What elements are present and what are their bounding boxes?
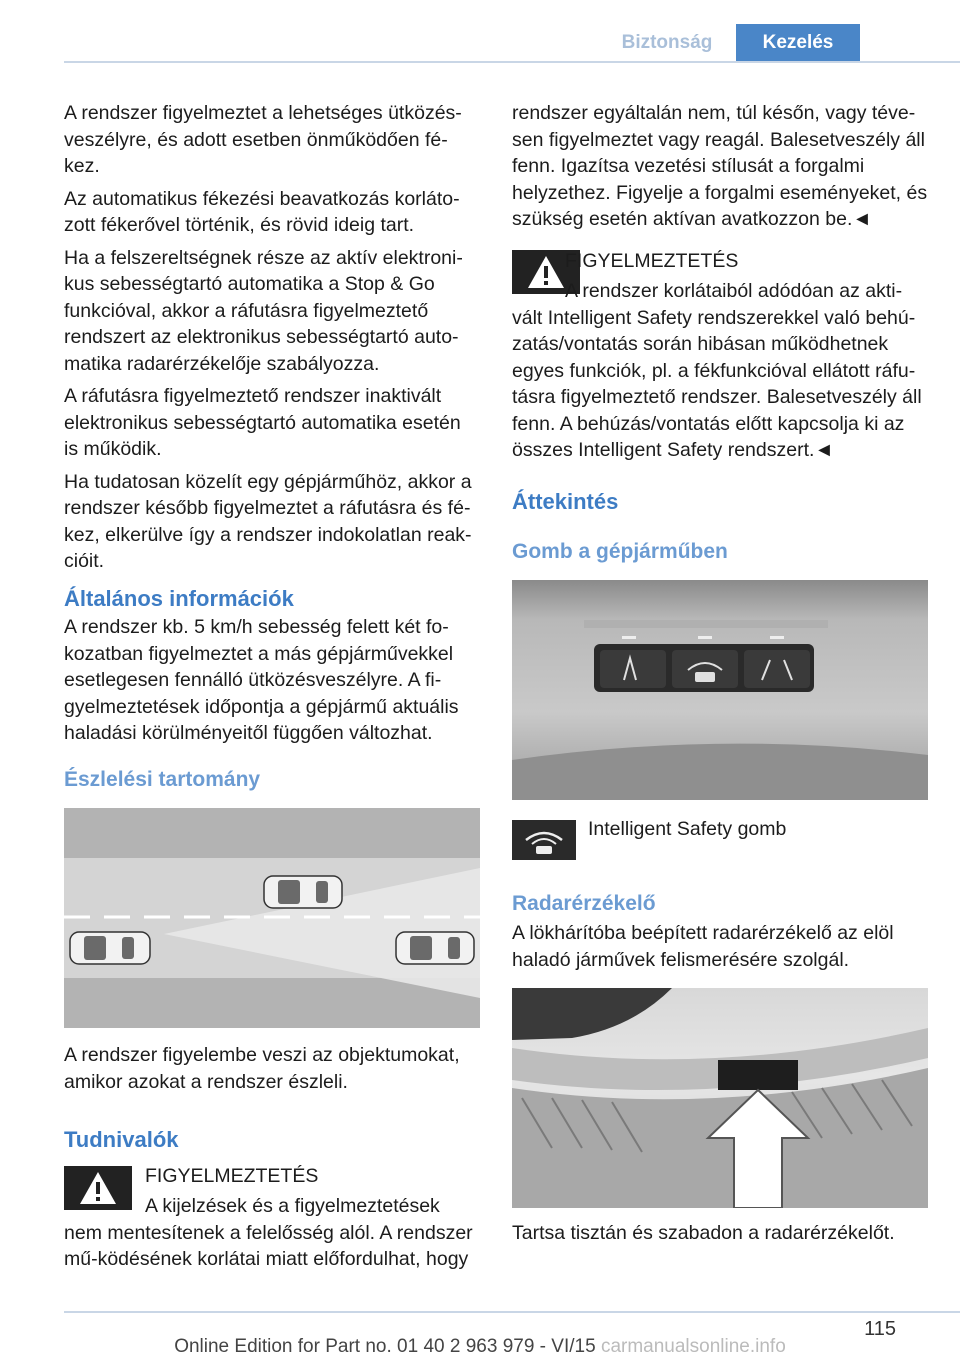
paragraph: A rendszer kb. 5 km/h sebesség felett két fo-kozatban figyelmeztet a más gépjárművekkel esetlegesen fennálló ütközésveszélyre. A fi-gyelmeztetések időpontja a gépjármű aktuális haladási körülményeitől függően változhat.: [64, 616, 459, 744]
page-number: 115: [864, 1318, 896, 1340]
paragraph: A rendszer figyelmeztet a lehetséges ütközés-veszélyre, és adott esetben önműködően fé-kez.: [64, 102, 462, 177]
heading-overview: Áttekintés: [512, 489, 619, 514]
intelligent-safety-icon: [512, 820, 576, 860]
tab-kezeles[interactable]: Kezelés: [736, 24, 860, 62]
pedestrian-button: [600, 650, 666, 688]
paragraph: Ha a felszereltségnek része az aktív elektroni-kus sebességtartó automatika a Stop & Go funkcióval, akkor a ráfutásra figyelmeztető rendszert az elektronikus sebességtartó auto-matika radarérzékelője szabályozza.: [64, 246, 463, 375]
warning-title: FIGYELMEZTETÉS: [565, 250, 739, 272]
header-divider: [64, 61, 960, 63]
heading-notes: Tudnivalók: [64, 1127, 179, 1152]
heading-detection-range: Észlelési tartomány: [64, 768, 261, 791]
heading-button-in-vehicle: Gomb a gépjárműben: [512, 540, 728, 563]
heading-radar-sensor: Radarérzékelő: [512, 892, 656, 915]
icon-caption: Intelligent Safety gomb: [588, 818, 787, 840]
warning-text: A kijelzések és a figyelmeztetések nem mentesítenek a felelősség alól. A rendszer mű-ködésének korlátai miatt előfordulhat, hogy: [64, 1195, 473, 1270]
radar-sensor-photo: [512, 988, 928, 1208]
road-diagram: [64, 808, 480, 1028]
car-ahead-icon: [396, 932, 474, 964]
lane-button: [744, 650, 810, 688]
figure-caption: Tartsa tisztán és szabadon a radarérzékelőt.: [512, 1222, 895, 1244]
warning-title: FIGYELMEZTETÉS: [145, 1165, 319, 1187]
warning-text: A rendszer korlátaiból adódóan az akti-vált Intelligent Safety rendszerekkel való behú-zatás/vontatás során hibásan működhetnek egyes funkciók, pl. a fékfunkcióval ellátott ráfu-tásra figyelmeztető rendszer. Balesetveszély áll fenn. A behúzás/vontatás előtt kapcsolja ki az összes Intelligent Safety rendszert.◄: [512, 280, 922, 461]
radar-sensor: [718, 1060, 798, 1090]
edition-info: Online Edition for Part no. 01 40 2 963 979 - VI/15 carmanualsonline.info: [174, 1336, 786, 1357]
paragraph: Ha tudatosan közelít egy gépjárműhöz, akkor a rendszer később figyelmeztet a ráfutásra és fé-kez, elkerülve így a rendszer indokolatlan reak-cióit.: [64, 470, 472, 572]
heading-general-info: Általános információk: [64, 586, 294, 611]
paragraph: Az automatikus fékezési beavatkozás korláto-zott fékerővel történik, és rövid ideig tart.: [64, 187, 460, 236]
left-column: [64, 100, 480, 575]
intelligent-safety-button: [672, 650, 738, 688]
detection-range-figure: [64, 808, 480, 1028]
tab-biztonsag[interactable]: Biztonság: [621, 32, 713, 53]
figure-caption: A rendszer figyelembe veszi az objektumokat, amikor azokat a rendszer észleli.: [64, 1044, 460, 1093]
watermark: carmanualsonline.info: [600, 1336, 786, 1357]
paragraph: A lökhárítóba beépített radarérzékelő az elöl haladó járművek felismerésére szolgál.: [512, 922, 894, 971]
paragraph: rendszer egyáltalán nem, túl későn, vagy téve-sen figyelmeztet vagy reagál. Balesetveszély áll fenn. Igazítsa vezetési stílusát a forgalmi helyzethez. Figyelje a forgalmi eseményeket, és szükség esetén aktívan avatkozzon be.◄: [512, 102, 928, 230]
car-top-icon: [264, 876, 342, 908]
footer-divider: [64, 1311, 960, 1313]
button-panel-photo: [512, 580, 928, 800]
car-ego-icon: [70, 932, 150, 964]
paragraph: A ráfutásra figyelmeztető rendszer inaktivált elektronikus sebességtartó automatika esetén is működik.: [64, 385, 461, 460]
